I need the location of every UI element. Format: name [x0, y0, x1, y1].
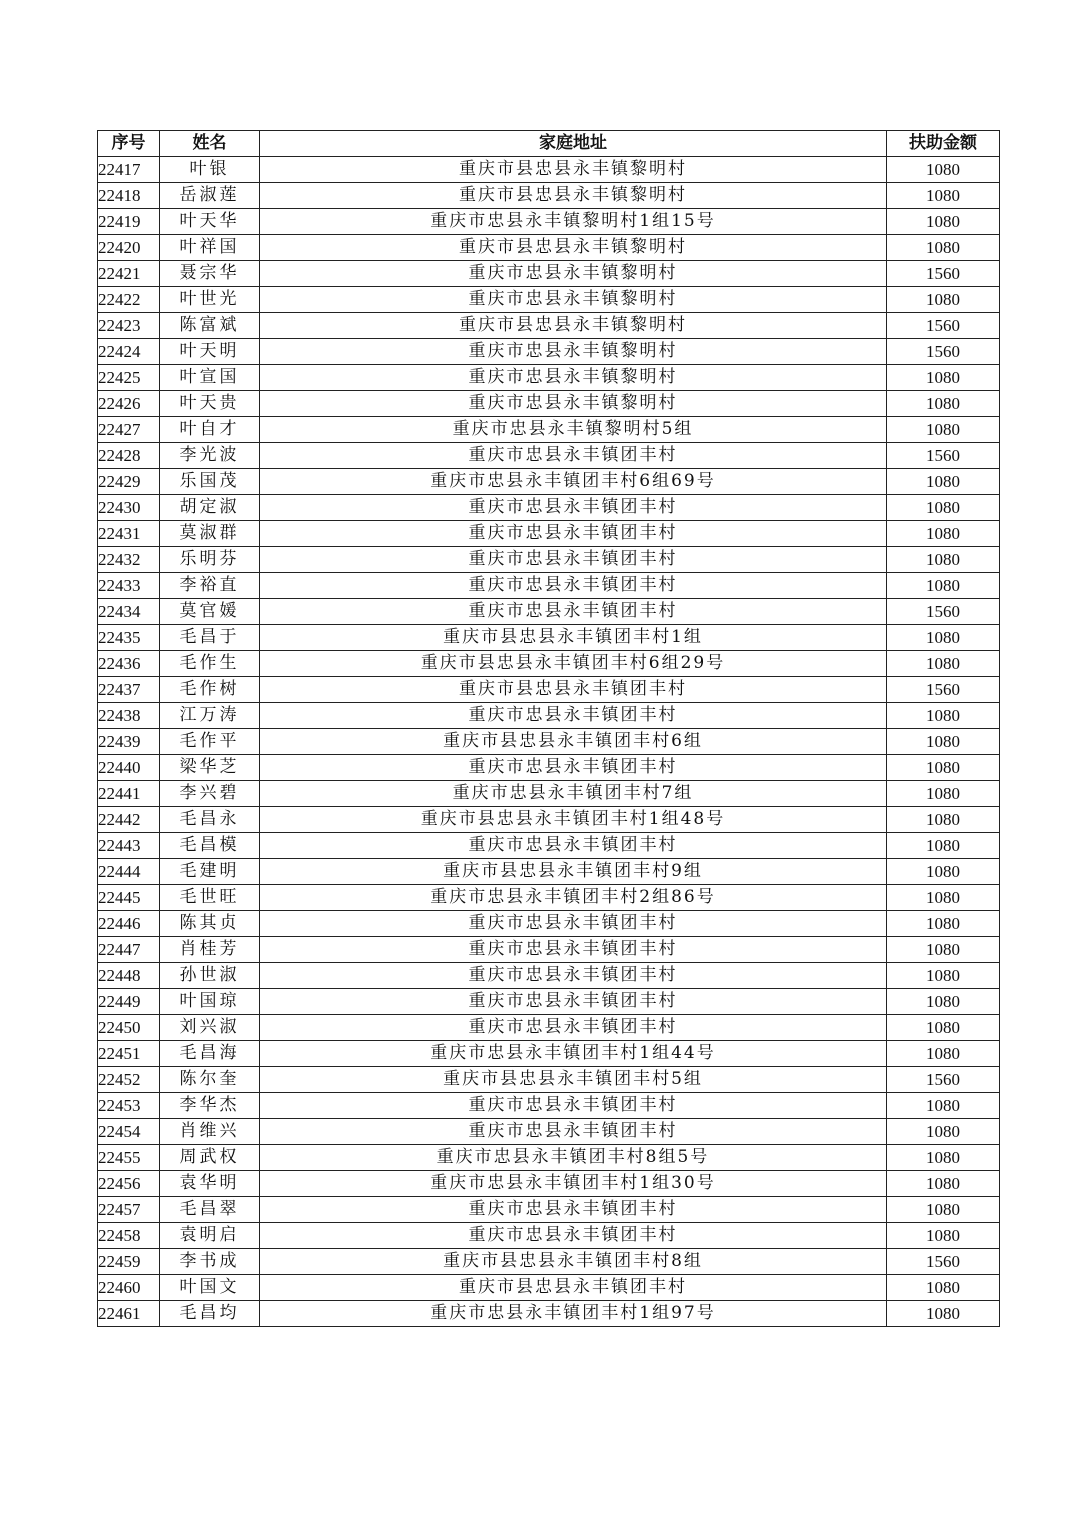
- table-row: [98, 807, 1000, 833]
- table-header-row: [98, 131, 1000, 157]
- cell-name: 乐国茂: [160, 469, 260, 495]
- cell-amount: 1080: [887, 833, 1000, 859]
- cell-id: 22452: [98, 1067, 160, 1093]
- cell-id: 22439: [98, 729, 160, 755]
- cell-amount: 1080: [887, 209, 1000, 235]
- cell-amount: 1080: [887, 417, 1000, 443]
- cell-address: 重庆市县忠县永丰镇团丰村1组48号: [260, 807, 887, 833]
- cell-amount: 1080: [887, 1275, 1000, 1301]
- table-row: [98, 599, 1000, 625]
- cell-id: 22419: [98, 209, 160, 235]
- cell-id: 22422: [98, 287, 160, 313]
- cell-address: 重庆市县忠县永丰镇团丰村8组: [260, 1249, 887, 1275]
- table-row: [98, 1067, 1000, 1093]
- table-row: [98, 1093, 1000, 1119]
- table-row: [98, 417, 1000, 443]
- cell-name: 李华杰: [160, 1093, 260, 1119]
- cell-name: 肖维兴: [160, 1119, 260, 1145]
- cell-id: 22421: [98, 261, 160, 287]
- cell-amount: 1080: [887, 521, 1000, 547]
- cell-name: 毛作生: [160, 651, 260, 677]
- cell-id: 22418: [98, 183, 160, 209]
- cell-name: 周武权: [160, 1145, 260, 1171]
- cell-address: 重庆市县忠县永丰镇黎明村: [260, 183, 887, 209]
- table-row: [98, 1119, 1000, 1145]
- table-row: [98, 183, 1000, 209]
- table-row: [98, 469, 1000, 495]
- cell-name: 叶天华: [160, 209, 260, 235]
- header-address: 家庭地址: [260, 131, 887, 157]
- cell-amount: 1560: [887, 1249, 1000, 1275]
- table-row: [98, 339, 1000, 365]
- table-row: [98, 1301, 1000, 1327]
- cell-amount: 1080: [887, 235, 1000, 261]
- cell-id: 22449: [98, 989, 160, 1015]
- cell-name: 叶自才: [160, 417, 260, 443]
- cell-amount: 1080: [887, 989, 1000, 1015]
- cell-address: 重庆市忠县永丰镇团丰村1组44号: [260, 1041, 887, 1067]
- cell-amount: 1560: [887, 313, 1000, 339]
- cell-name: 江万涛: [160, 703, 260, 729]
- cell-address: 重庆市县忠县永丰镇团丰村5组: [260, 1067, 887, 1093]
- cell-address: 重庆市忠县永丰镇团丰村: [260, 573, 887, 599]
- cell-id: 22458: [98, 1223, 160, 1249]
- cell-address: 重庆市忠县永丰镇团丰村: [260, 1119, 887, 1145]
- cell-name: 岳淑莲: [160, 183, 260, 209]
- cell-name: 叶银: [160, 157, 260, 183]
- cell-name: 叶国文: [160, 1275, 260, 1301]
- cell-id: 22420: [98, 235, 160, 261]
- cell-amount: 1080: [887, 1171, 1000, 1197]
- table-row: [98, 677, 1000, 703]
- cell-name: 毛昌永: [160, 807, 260, 833]
- cell-amount: 1080: [887, 495, 1000, 521]
- table-row: [98, 287, 1000, 313]
- cell-amount: 1080: [887, 1041, 1000, 1067]
- table-row: [98, 625, 1000, 651]
- cell-name: 孙世淑: [160, 963, 260, 989]
- table-row: [98, 1197, 1000, 1223]
- cell-id: 22433: [98, 573, 160, 599]
- cell-name: 李兴碧: [160, 781, 260, 807]
- cell-id: 22454: [98, 1119, 160, 1145]
- cell-name: 肖桂芳: [160, 937, 260, 963]
- table-row: [98, 1145, 1000, 1171]
- table-row: [98, 911, 1000, 937]
- cell-name: 叶国琼: [160, 989, 260, 1015]
- cell-id: 22445: [98, 885, 160, 911]
- cell-address: 重庆市县忠县永丰镇团丰村6组29号: [260, 651, 887, 677]
- cell-address: 重庆市县忠县永丰镇团丰村9组: [260, 859, 887, 885]
- cell-address: 重庆市忠县永丰镇团丰村: [260, 989, 887, 1015]
- cell-amount: 1080: [887, 859, 1000, 885]
- cell-address: 重庆市忠县永丰镇团丰村: [260, 521, 887, 547]
- cell-amount: 1080: [887, 1223, 1000, 1249]
- cell-amount: 1080: [887, 755, 1000, 781]
- cell-address: 重庆市忠县永丰镇黎明村: [260, 261, 887, 287]
- cell-name: 陈富斌: [160, 313, 260, 339]
- cell-amount: 1560: [887, 599, 1000, 625]
- cell-address: 重庆市忠县永丰镇团丰村: [260, 833, 887, 859]
- table-row: [98, 703, 1000, 729]
- cell-address: 重庆市忠县永丰镇团丰村1组97号: [260, 1301, 887, 1327]
- cell-address: 重庆市忠县永丰镇黎明村1组15号: [260, 209, 887, 235]
- cell-amount: 1560: [887, 339, 1000, 365]
- cell-address: 重庆市忠县永丰镇团丰村: [260, 547, 887, 573]
- cell-address: 重庆市忠县永丰镇黎明村5组: [260, 417, 887, 443]
- cell-id: 22456: [98, 1171, 160, 1197]
- cell-amount: 1080: [887, 729, 1000, 755]
- cell-address: 重庆市县忠县永丰镇团丰村: [260, 677, 887, 703]
- cell-address: 重庆市县忠县永丰镇团丰村1组: [260, 625, 887, 651]
- cell-name: 毛作树: [160, 677, 260, 703]
- table-row: [98, 391, 1000, 417]
- table-row: [98, 547, 1000, 573]
- cell-address: 重庆市县忠县永丰镇黎明村: [260, 157, 887, 183]
- cell-address: 重庆市忠县永丰镇团丰村: [260, 599, 887, 625]
- cell-id: 22444: [98, 859, 160, 885]
- cell-name: 毛世旺: [160, 885, 260, 911]
- cell-address: 重庆市县忠县永丰镇团丰村6组: [260, 729, 887, 755]
- cell-address: 重庆市忠县永丰镇团丰村: [260, 443, 887, 469]
- cell-address: 重庆市忠县永丰镇团丰村: [260, 1223, 887, 1249]
- cell-amount: 1080: [887, 1301, 1000, 1327]
- cell-amount: 1080: [887, 287, 1000, 313]
- cell-id: 22432: [98, 547, 160, 573]
- cell-address: 重庆市县忠县永丰镇黎明村: [260, 235, 887, 261]
- table-row: [98, 261, 1000, 287]
- cell-id: 22437: [98, 677, 160, 703]
- cell-address: 重庆市忠县永丰镇团丰村6组69号: [260, 469, 887, 495]
- cell-amount: 1080: [887, 547, 1000, 573]
- table-row: [98, 209, 1000, 235]
- table-row: [98, 885, 1000, 911]
- cell-name: 梁华芝: [160, 755, 260, 781]
- cell-name: 胡定淑: [160, 495, 260, 521]
- cell-address: 重庆市忠县永丰镇黎明村: [260, 391, 887, 417]
- table-row: [98, 859, 1000, 885]
- cell-name: 毛建明: [160, 859, 260, 885]
- cell-amount: 1560: [887, 677, 1000, 703]
- cell-id: 22455: [98, 1145, 160, 1171]
- cell-name: 毛昌翠: [160, 1197, 260, 1223]
- cell-amount: 1080: [887, 651, 1000, 677]
- cell-id: 22453: [98, 1093, 160, 1119]
- cell-amount: 1080: [887, 703, 1000, 729]
- cell-name: 陈尔奎: [160, 1067, 260, 1093]
- cell-address: 重庆市忠县永丰镇团丰村7组: [260, 781, 887, 807]
- cell-amount: 1080: [887, 1093, 1000, 1119]
- cell-address: 重庆市县忠县永丰镇团丰村: [260, 1275, 887, 1301]
- table-row: [98, 443, 1000, 469]
- cell-address: 重庆市忠县永丰镇团丰村: [260, 1093, 887, 1119]
- cell-name: 毛昌均: [160, 1301, 260, 1327]
- cell-id: 22450: [98, 1015, 160, 1041]
- cell-address: 重庆市忠县永丰镇团丰村: [260, 937, 887, 963]
- cell-name: 毛作平: [160, 729, 260, 755]
- cell-id: 22426: [98, 391, 160, 417]
- table-row: [98, 573, 1000, 599]
- cell-name: 叶世光: [160, 287, 260, 313]
- table-row: [98, 755, 1000, 781]
- cell-id: 22459: [98, 1249, 160, 1275]
- cell-name: 莫淑群: [160, 521, 260, 547]
- cell-id: 22438: [98, 703, 160, 729]
- cell-amount: 1560: [887, 261, 1000, 287]
- cell-name: 乐明芬: [160, 547, 260, 573]
- cell-id: 22443: [98, 833, 160, 859]
- table-row: [98, 1249, 1000, 1275]
- table-row: [98, 937, 1000, 963]
- cell-amount: 1080: [887, 625, 1000, 651]
- header-id: 序号: [98, 131, 160, 157]
- cell-amount: 1080: [887, 963, 1000, 989]
- cell-amount: 1080: [887, 183, 1000, 209]
- cell-address: 重庆市忠县永丰镇黎明村: [260, 365, 887, 391]
- cell-id: 22451: [98, 1041, 160, 1067]
- cell-id: 22435: [98, 625, 160, 651]
- cell-address: 重庆市忠县永丰镇团丰村: [260, 1197, 887, 1223]
- cell-name: 李光波: [160, 443, 260, 469]
- cell-id: 22434: [98, 599, 160, 625]
- cell-name: 叶祥国: [160, 235, 260, 261]
- cell-id: 22461: [98, 1301, 160, 1327]
- cell-id: 22448: [98, 963, 160, 989]
- table-row: [98, 1015, 1000, 1041]
- cell-amount: 1080: [887, 573, 1000, 599]
- cell-address: 重庆市忠县永丰镇团丰村: [260, 703, 887, 729]
- cell-amount: 1080: [887, 469, 1000, 495]
- cell-address: 重庆市忠县永丰镇团丰村: [260, 911, 887, 937]
- cell-name: 叶天贵: [160, 391, 260, 417]
- cell-id: 22423: [98, 313, 160, 339]
- table-row: [98, 729, 1000, 755]
- table-row: [98, 521, 1000, 547]
- cell-amount: 1080: [887, 937, 1000, 963]
- table-row: [98, 1223, 1000, 1249]
- subsidy-table: [97, 130, 1000, 1327]
- cell-amount: 1080: [887, 391, 1000, 417]
- cell-id: 22441: [98, 781, 160, 807]
- cell-amount: 1080: [887, 911, 1000, 937]
- cell-address: 重庆市忠县永丰镇团丰村: [260, 755, 887, 781]
- cell-name: 聂宗华: [160, 261, 260, 287]
- table-row: [98, 1171, 1000, 1197]
- cell-name: 陈其贞: [160, 911, 260, 937]
- cell-address: 重庆市忠县永丰镇黎明村: [260, 339, 887, 365]
- header-name: 姓名: [160, 131, 260, 157]
- cell-name: 袁华明: [160, 1171, 260, 1197]
- cell-amount: 1080: [887, 1145, 1000, 1171]
- cell-id: 22440: [98, 755, 160, 781]
- cell-name: 莫官媛: [160, 599, 260, 625]
- cell-id: 22429: [98, 469, 160, 495]
- cell-name: 毛昌于: [160, 625, 260, 651]
- cell-amount: 1080: [887, 1197, 1000, 1223]
- cell-amount: 1080: [887, 885, 1000, 911]
- cell-id: 22428: [98, 443, 160, 469]
- cell-name: 刘兴淑: [160, 1015, 260, 1041]
- table-row: [98, 495, 1000, 521]
- cell-address: 重庆市忠县永丰镇黎明村: [260, 287, 887, 313]
- cell-amount: 1080: [887, 365, 1000, 391]
- cell-name: 袁明启: [160, 1223, 260, 1249]
- header-amount: 扶助金额: [887, 131, 1000, 157]
- table-row: [98, 365, 1000, 391]
- cell-name: 李裕直: [160, 573, 260, 599]
- cell-id: 22430: [98, 495, 160, 521]
- cell-address: 重庆市县忠县永丰镇黎明村: [260, 313, 887, 339]
- cell-amount: 1080: [887, 781, 1000, 807]
- cell-address: 重庆市忠县永丰镇团丰村: [260, 963, 887, 989]
- cell-name: 毛昌模: [160, 833, 260, 859]
- table-row: [98, 651, 1000, 677]
- cell-id: 22417: [98, 157, 160, 183]
- table-row: [98, 989, 1000, 1015]
- table-row: [98, 1041, 1000, 1067]
- table-row: [98, 833, 1000, 859]
- cell-id: 22447: [98, 937, 160, 963]
- cell-amount: 1080: [887, 1015, 1000, 1041]
- cell-address: 重庆市忠县永丰镇团丰村: [260, 1015, 887, 1041]
- cell-id: 22446: [98, 911, 160, 937]
- table-body: [98, 157, 1000, 1327]
- table-row: [98, 1275, 1000, 1301]
- table-row: [98, 781, 1000, 807]
- cell-address: 重庆市忠县永丰镇团丰村1组30号: [260, 1171, 887, 1197]
- table-row: [98, 963, 1000, 989]
- cell-address: 重庆市忠县永丰镇团丰村8组5号: [260, 1145, 887, 1171]
- cell-id: 22442: [98, 807, 160, 833]
- cell-id: 22457: [98, 1197, 160, 1223]
- cell-amount: 1080: [887, 1119, 1000, 1145]
- cell-amount: 1080: [887, 807, 1000, 833]
- cell-id: 22427: [98, 417, 160, 443]
- table-row: [98, 235, 1000, 261]
- cell-address: 重庆市忠县永丰镇团丰村2组86号: [260, 885, 887, 911]
- cell-id: 22424: [98, 339, 160, 365]
- cell-amount: 1560: [887, 443, 1000, 469]
- cell-id: 22460: [98, 1275, 160, 1301]
- cell-id: 22436: [98, 651, 160, 677]
- cell-id: 22425: [98, 365, 160, 391]
- cell-name: 毛昌海: [160, 1041, 260, 1067]
- cell-amount: 1080: [887, 157, 1000, 183]
- cell-amount: 1560: [887, 1067, 1000, 1093]
- table-row: [98, 313, 1000, 339]
- cell-name: 叶天明: [160, 339, 260, 365]
- cell-address: 重庆市忠县永丰镇团丰村: [260, 495, 887, 521]
- table-row: [98, 157, 1000, 183]
- cell-name: 叶宣国: [160, 365, 260, 391]
- cell-name: 李书成: [160, 1249, 260, 1275]
- cell-id: 22431: [98, 521, 160, 547]
